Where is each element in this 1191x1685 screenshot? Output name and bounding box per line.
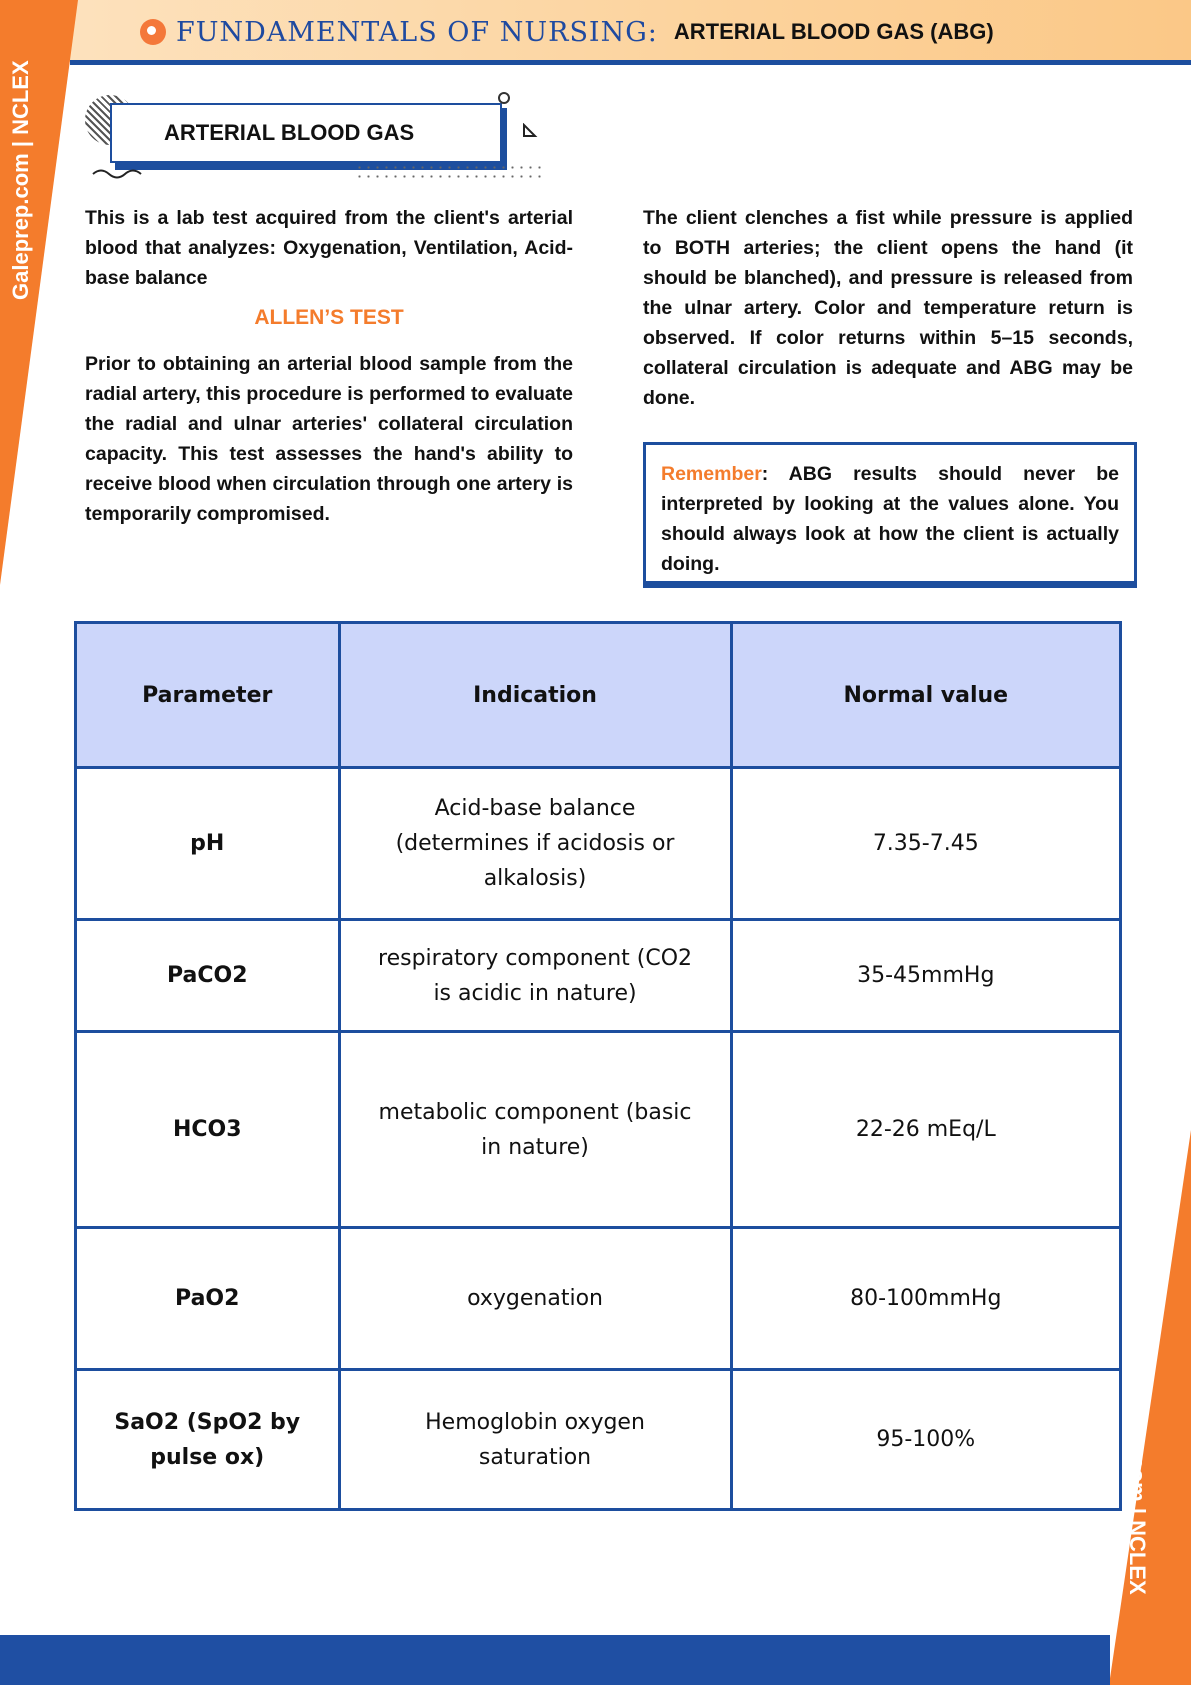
header-title-main: FUNDAMENTALS OF NURSING:	[176, 16, 658, 48]
section-label-box: ARTERIAL BLOOD GAS	[110, 103, 502, 163]
page-header	[0, 0, 1191, 62]
abg-values-table	[74, 621, 1122, 1511]
right-brand-text: Galeprep.com | NCLEX	[1125, 1355, 1150, 1595]
cell-parameter: SaO2 (SpO2 by pulse ox)	[76, 1370, 340, 1510]
cell-indication: Hemoglobin oxygen saturation	[339, 1370, 731, 1510]
table-row	[76, 1032, 1121, 1228]
header-parameter: Parameter	[76, 623, 340, 768]
cell-normal-value: 22-26 mEq/L	[731, 1032, 1120, 1228]
header-title	[140, 14, 994, 50]
allen-test-paragraph: Prior to obtaining an arterial blood sample from the radial artery, this procedure is performed to evaluate the radial and ulnar arteries' collateral circulation capacity. This test assesses the hand's ability to receive blood when circulation through one artery is temporarily compromised.	[85, 353, 573, 525]
dots-decoration	[355, 163, 545, 181]
table-header-row	[76, 623, 1121, 768]
cell-normal-value: 7.35-7.45	[731, 768, 1120, 920]
footer-bar	[0, 1635, 1110, 1685]
section-label	[85, 95, 545, 185]
header-divider	[70, 60, 1191, 65]
table-row	[76, 1228, 1121, 1370]
cell-parameter: PaCO2	[76, 920, 340, 1032]
cell-normal-value: 35-45mmHg	[731, 920, 1120, 1032]
triangle-decoration	[522, 123, 538, 139]
cell-indication: oxygenation	[339, 1228, 731, 1370]
cell-parameter: HCO3	[76, 1032, 340, 1228]
table-row	[76, 1370, 1121, 1510]
remember-text: : ABG results should never be interpreted by looking at the values alone. You should always look at how the client is actually doing.	[661, 463, 1119, 575]
table-row	[76, 920, 1121, 1032]
cell-parameter: PaO2	[76, 1228, 340, 1370]
intro-paragraph: This is a lab test acquired from the client's arterial blood that analyzes: Oxygenation, Ventilation, Acid-base balance	[85, 207, 573, 289]
cell-normal-value: 80-100mmHg	[731, 1228, 1120, 1370]
allen-test-heading: ALLEN’S TEST	[254, 306, 404, 329]
procedure-paragraph: The client clenches a fist while pressure is applied to BOTH arteries; the client opens the hand (it should be blanched), and pressure is released from the ulnar artery. Color and temperature return is observed. If color returns within 5–15 seconds, collateral circulation is adequate and ABG may be done.	[643, 207, 1133, 409]
circle-logo-icon	[140, 19, 166, 45]
cell-indication: respiratory component (CO2 is acidic in nature)	[339, 920, 731, 1032]
header-indication: Indication	[339, 623, 731, 768]
circle-decoration	[498, 92, 510, 104]
cell-normal-value: 95-100%	[731, 1370, 1120, 1510]
left-brand-text: Galeprep.com | NCLEX	[8, 60, 33, 300]
table-row	[76, 768, 1121, 920]
cell-indication: metabolic component (basic in nature)	[339, 1032, 731, 1228]
squiggle-decoration	[91, 165, 151, 179]
cell-indication: Acid-base balance (determines if acidosis or alkalosis)	[339, 768, 731, 920]
remember-lead: Remember	[661, 463, 762, 485]
remember-callout	[643, 442, 1137, 588]
cell-parameter: pH	[76, 768, 340, 920]
header-title-sub: ARTERIAL BLOOD GAS (ABG)	[673, 19, 994, 44]
header-normal-value: Normal value	[731, 623, 1120, 768]
